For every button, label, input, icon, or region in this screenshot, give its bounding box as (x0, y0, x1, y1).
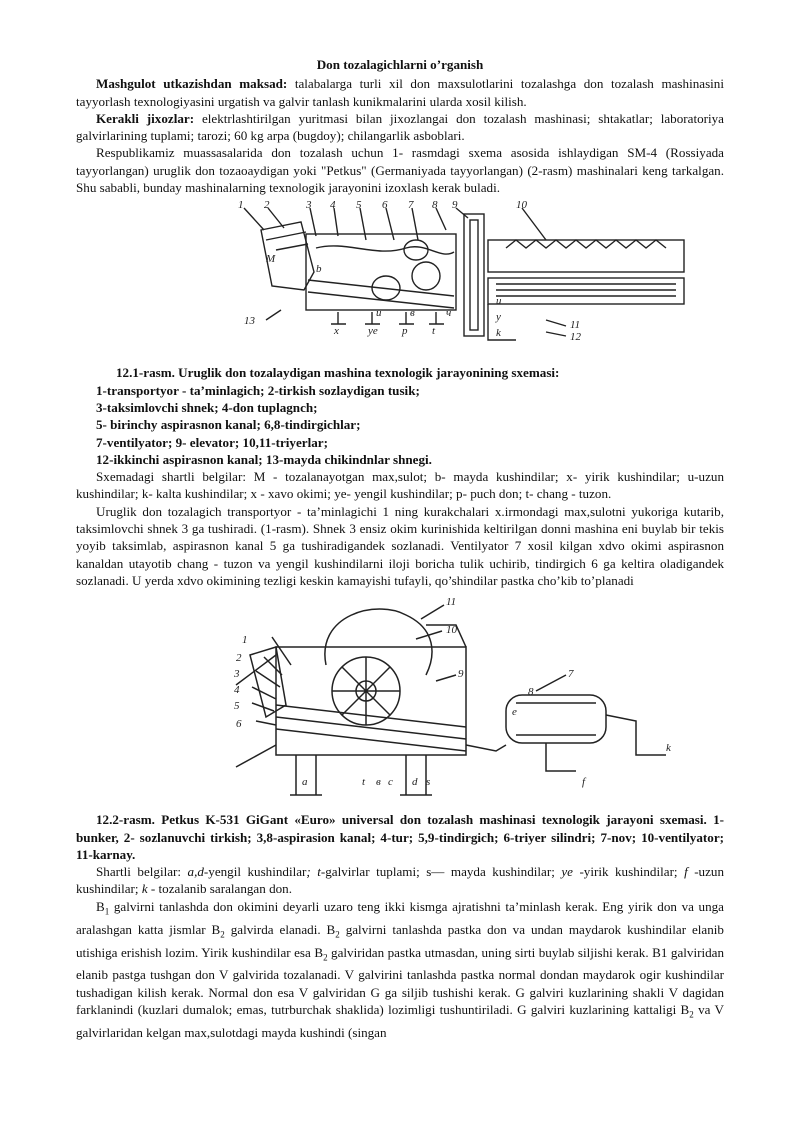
fig2-label-8: 8 (528, 686, 534, 699)
legend2-part: -yirik kushindilar; (572, 864, 685, 880)
fig1-label-2: 2 (264, 200, 270, 212)
fig1-letter-v: в (410, 307, 415, 320)
fig1-letter-i: и (376, 307, 382, 320)
fig1-letter-ye: ye (368, 325, 378, 338)
fig1-label-11: 11 (570, 319, 581, 332)
fig2-letter-k: k (666, 742, 671, 755)
fig1-label-5: 5 (356, 200, 362, 212)
fig2-letter-c: c (388, 776, 393, 789)
fig2-label-10: 10 (446, 624, 457, 637)
fig2-label-5: 5 (234, 700, 240, 713)
caption-item: 1-transportyor - ta’minlagich; 2-tirkish sozlaydigan tusik; (96, 382, 420, 398)
page-title: Don tozalagichlarni o’rganish (316, 57, 484, 72)
fig2-letter-s: s (426, 776, 431, 789)
paragraph-goal (76, 75, 724, 110)
fig1-letter-x: x (334, 325, 339, 338)
fig2-letter-t: t (362, 776, 366, 789)
fig2-letter-e: e (512, 706, 517, 719)
figure-1-schematic (76, 200, 724, 360)
fig1-letter-p: p (402, 325, 408, 338)
fig2-letter-a: a (302, 776, 308, 789)
sieve-sub: 2 (689, 1009, 694, 1020)
legend2-part: a,d (187, 864, 204, 880)
sieve-text: va V galvirlaridan kelgan max,sulotdagi mayda kushindi (singan (76, 1002, 724, 1040)
fig2-label-6: 6 (236, 718, 242, 731)
figure-2-schematic (76, 595, 724, 805)
fig1-letter-u: у (496, 311, 501, 324)
figure-2-caption: 12.2-rasm. Petkus K-531 GiGant «Euro» universal don tozalash mashinasi texnologik jarayoni sxemasi. 1-bunker, 2- sozlanuvchi tirkish; 3,8-aspirasion kanal; 4-tur; 5,9-tindirgich; 6-triyer silindri; 7-nov; 10-ventilyator; 11-karnay. (76, 812, 724, 862)
legend2-part: Shartli belgilar: (96, 864, 188, 880)
legend2-part: ye (561, 864, 573, 880)
fig1-label-8: 8 (432, 200, 438, 212)
sieve-sub: 1 (104, 906, 110, 917)
paragraph-equipment (76, 110, 724, 145)
caption-item: 3-taksimlovchi shnek; 4-don tuplagnch; (96, 399, 318, 415)
legend2-part: f (684, 864, 688, 880)
sieve-sub: 2 (220, 929, 225, 940)
fig1-label-6: 6 (382, 200, 388, 212)
fig1-label-3: 3 (306, 200, 312, 212)
sieve-text: galvirda elanadi. B (224, 921, 336, 937)
sieve-text: galviridan pastka utmasdan, uning sirti buylab siljishi kerak. B1 galviridan elanib pastga tushgan don V galvirida tozalanadi. V galvirini tanlashda pastka normal dondan maydarok ogir kushindilar tushadigan kilish kerak. Normal don esa V galviridan G ga siljib tushishi kerak. G galviri kuzlarining shakli V dagidan farklanindi (kuzlari dumalok; emas, tutrburchak shaklida) lozimligi tushuntiriladi. G galviri kuzlarining kattaligi B (76, 944, 724, 1018)
fig2-label-2: 2 (236, 652, 242, 665)
goal-text: talabalarga turli xil don maxsulotlarini tozalashga don tozalash mashinasini tayyorlash texnologiyasini urgatish va galvir tanlash kunikmalarini ularda xosil kilish. (76, 76, 724, 109)
fig1-letter-ch: ч (446, 307, 452, 320)
sieve-text: galvirni tanlashda pastka don va undan maydarok kushindilar elanib utishiga erishish lozim. Yirik kushindilar esa B (76, 921, 724, 960)
fig2-label-9: 9 (458, 668, 464, 681)
figure-1 (76, 200, 724, 360)
sieve-text: galvirni tanlashda don okimini deyarli uzaro teng ikki kismga ajratishni ta’minlash kerak. Eng yirik don va unga aralashgan katta jismlar B (76, 898, 724, 937)
legend2-part: ; t (306, 864, 321, 880)
fig1-label-9: 9 (452, 200, 458, 212)
fig2-label-3: 3 (234, 668, 240, 681)
sieve-sub: 2 (323, 952, 328, 963)
legend2-part: - tozalanib saralangan don. (147, 881, 292, 897)
document-page (76, 56, 724, 1041)
legend2-part: -yengil kushindilar (203, 864, 307, 880)
fig1-label-7: 7 (408, 200, 414, 212)
legend2-part: -uzun kushindilar; (76, 864, 725, 897)
equipment-text: elektrlashtirilgan yuritmasi bilan jixozlangai don tozalash mashinasi; shtakatlar; laboratoriya galvirlarining tuplami; tarozi; 60 kg arpa (bugdoy); chilangarlik asboblari. (76, 110, 724, 144)
goal-label: Mashgulot utkazishdan maksad: (96, 76, 288, 92)
figure-1-caption-list (76, 382, 724, 468)
fig1-label-4: 4 (330, 200, 336, 212)
fig1-letter-m: M (266, 253, 276, 266)
equipment-label: Kerakli jixozlar: (96, 110, 195, 126)
caption-item: 12-ikkinchi aspirasnon kanal; 13-mayda chikindnlar shnegi. (96, 451, 432, 467)
fig2-letter-d: d (412, 776, 418, 789)
fig1-letter-u2: u (496, 295, 502, 308)
fig2-label-4: 4 (234, 684, 240, 697)
legend2-part: k (141, 881, 148, 897)
paragraph-legend-1: Sxemadagi shartli belgilar: M - tozalanayotgan max,sulot; b- mayda kushindilar; x- yirik kushindilar; u-uzun kushindilar; k- kalta kushindilar; x - xavo okimi; ye- yengil kushindilar; p- puch don; t- chang - tuzon. (76, 469, 724, 502)
fig1-label-13: 13 (244, 315, 255, 328)
fig1-label-1: 1 (238, 200, 244, 212)
fig2-label-7: 7 (568, 668, 574, 681)
caption-item: 5- birinchy aspirasnon kanal; 6,8-tindirgichlar; (96, 417, 361, 433)
fig2-label-11: 11 (446, 596, 457, 609)
paragraph-legend-2 (76, 863, 724, 898)
figure-1-caption-title: 12.1-rasm. Uruglik don tozalaydigan mashina texnologik jarayonining sxemasi: (116, 365, 560, 381)
paragraph-process: Uruglik don tozalagich transportyor - ta’minlagichi 1 ning kurakchalari x.irmondagi max,sulotni yukoriga kutarib, taksimlovchi shnek 3 ga tushiradi. (1-rasm). Shnek 3 ensiz okim kurinishida keltirilgan donni mashina eni buylab bir tekis yoyib taksimlab, aspirasnon kanal 5 ga tushiradigandek sozlanadi. Ventilyator 7 xosil kilgan xdvo okimi aspirasnon kanaldan utayotib chang - tuzon va yengil kushindilarni iloji boricha tulik uchirib, tindirgich 6 ga keltira oladigandek sozlanadi. U yerda xdvo okimining tezligi keskin kamayishi tufayli, qo’shindilar pastka cho’kib to’planadi (76, 503, 724, 588)
caption-item: 7-ventilyator; 9- elevator; 10,11-triyerlar; (96, 434, 328, 450)
legend2-part: -galvirlar tuplami; s— mayda kushindilar; (320, 864, 562, 880)
fig1-label-12: 12 (570, 331, 581, 344)
sieve-sub: 2 (335, 929, 340, 940)
paragraph-sieves (76, 898, 724, 1042)
paragraph-intro: Respublikamiz muassasalarida don tozalash uchun 1- rasmdagi sxema asosida ishlaydigan SM-4 (Rossiyada tayyorlangan) uruglik don tozaoaydigan yoki "Petkus" (Germaniyada tayyorlangan) (2-rasm) mashinalari keng tarkalgan. Shu sababli, bunday mashinalarning texnologik jarayonini izoxlash kerak buladi. (76, 145, 724, 196)
sieve-text: B (96, 898, 105, 914)
fig2-letter-v: в (376, 776, 381, 789)
fig1-label-10: 10 (516, 200, 527, 212)
fig1-letter-k: k (496, 327, 501, 340)
fig1-letter-t: t (432, 325, 436, 338)
fig2-label-1: 1 (242, 634, 248, 647)
figure-2 (76, 595, 724, 805)
fig1-letter-b: b (316, 263, 322, 276)
fig2-letter-f: f (582, 776, 586, 789)
